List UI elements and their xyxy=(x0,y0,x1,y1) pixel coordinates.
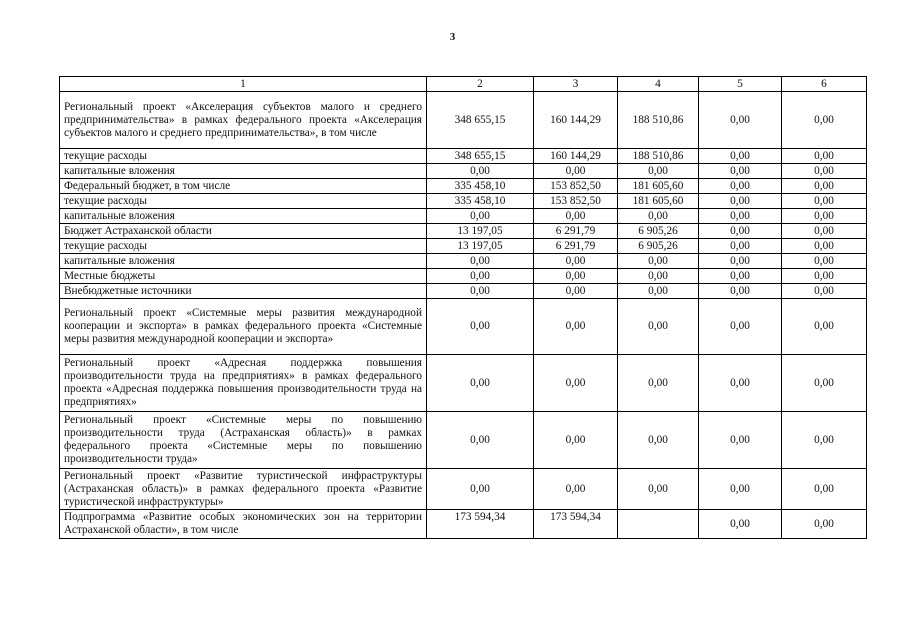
cell-col-2: 335 458,10 xyxy=(427,194,534,209)
cell-col-3: 0,00 xyxy=(534,355,618,412)
table-header-row xyxy=(60,77,867,92)
cell-col-3: 160 144,29 xyxy=(534,149,618,164)
cell-col-4: 0,00 xyxy=(618,299,699,355)
cell-col-3: 0,00 xyxy=(534,209,618,224)
table-row xyxy=(60,194,867,209)
cell-col-5: 0,00 xyxy=(699,469,782,510)
table-row xyxy=(60,179,867,194)
row-label: капитальные вложения xyxy=(60,254,427,269)
cell-col-5: 0,00 xyxy=(699,355,782,412)
cell-col-6: 0,00 xyxy=(782,194,867,209)
cell-col-6: 0,00 xyxy=(782,164,867,179)
table-row xyxy=(60,209,867,224)
cell-col-5: 0,00 xyxy=(699,412,782,469)
cell-col-5: 0,00 xyxy=(699,284,782,299)
cell-col-4: 0,00 xyxy=(618,254,699,269)
cell-col-5: 0,00 xyxy=(699,92,782,149)
cell-col-3: 173 594,34 xyxy=(534,510,618,539)
cell-col-2: 0,00 xyxy=(427,355,534,412)
column-header: 1 xyxy=(60,77,427,92)
table-row xyxy=(60,164,867,179)
table-row xyxy=(60,412,867,469)
row-label: текущие расходы xyxy=(60,239,427,254)
row-label: Региональный проект «Акселерация субъектов малого и среднего предпринимательства» в рамках федерального проекта «Акселерация субъектов малого и среднего предпринимательства», в том числе xyxy=(60,92,427,149)
cell-col-3: 0,00 xyxy=(534,284,618,299)
cell-col-4: 0,00 xyxy=(618,269,699,284)
cell-col-2: 0,00 xyxy=(427,269,534,284)
budget-table xyxy=(59,76,867,539)
row-label: текущие расходы xyxy=(60,194,427,209)
cell-col-4: 188 510,86 xyxy=(618,149,699,164)
cell-col-6: 0,00 xyxy=(782,239,867,254)
cell-col-4: 0,00 xyxy=(618,469,699,510)
table-row xyxy=(60,299,867,355)
cell-col-6: 0,00 xyxy=(782,284,867,299)
cell-col-3: 153 852,50 xyxy=(534,179,618,194)
cell-col-3: 0,00 xyxy=(534,299,618,355)
cell-col-6: 0,00 xyxy=(782,224,867,239)
cell-col-5: 0,00 xyxy=(699,194,782,209)
column-header: 6 xyxy=(782,77,867,92)
table-row xyxy=(60,269,867,284)
cell-col-6: 0,00 xyxy=(782,510,867,539)
cell-col-3: 160 144,29 xyxy=(534,92,618,149)
cell-col-2: 0,00 xyxy=(427,299,534,355)
cell-col-5: 0,00 xyxy=(699,224,782,239)
cell-col-2: 13 197,05 xyxy=(427,224,534,239)
cell-col-4: 181 605,60 xyxy=(618,179,699,194)
cell-col-5: 0,00 xyxy=(699,209,782,224)
cell-col-3: 0,00 xyxy=(534,412,618,469)
table-row xyxy=(60,355,867,412)
cell-col-5: 0,00 xyxy=(699,239,782,254)
cell-col-4: 188 510,86 xyxy=(618,92,699,149)
cell-col-4: 0,00 xyxy=(618,284,699,299)
cell-col-2: 0,00 xyxy=(427,164,534,179)
cell-col-2: 0,00 xyxy=(427,209,534,224)
cell-col-3: 153 852,50 xyxy=(534,194,618,209)
cell-col-4: 6 905,26 xyxy=(618,239,699,254)
row-label: Региональный проект «Системные меры развития международной кооперации и экспорта» в рамках федерального проекта «Системные меры развития международной кооперации и экспорта» xyxy=(60,299,427,355)
page-number: 3 xyxy=(449,31,456,43)
cell-col-2: 0,00 xyxy=(427,469,534,510)
cell-col-6: 0,00 xyxy=(782,299,867,355)
cell-col-6: 0,00 xyxy=(782,254,867,269)
cell-col-5: 0,00 xyxy=(699,299,782,355)
cell-col-6: 0,00 xyxy=(782,209,867,224)
table-row xyxy=(60,239,867,254)
cell-col-2: 173 594,34 xyxy=(427,510,534,539)
cell-col-4: 6 905,26 xyxy=(618,224,699,239)
cell-col-6: 0,00 xyxy=(782,92,867,149)
cell-col-5: 0,00 xyxy=(699,149,782,164)
cell-col-5: 0,00 xyxy=(699,179,782,194)
table-row xyxy=(60,92,867,149)
row-label: Региональный проект «Системные меры по повышению производительности труда (Астраханская область)» в рамках федерального проекта «Системные меры по повышению производительности труда» xyxy=(60,412,427,469)
cell-col-3: 0,00 xyxy=(534,469,618,510)
table-row xyxy=(60,149,867,164)
cell-col-6: 0,00 xyxy=(782,469,867,510)
cell-col-4: 0,00 xyxy=(618,164,699,179)
cell-col-2: 0,00 xyxy=(427,412,534,469)
cell-col-6: 0,00 xyxy=(782,355,867,412)
cell-col-4: 0,00 xyxy=(618,412,699,469)
cell-col-5: 0,00 xyxy=(699,269,782,284)
cell-col-2: 335 458,10 xyxy=(427,179,534,194)
cell-col-3: 0,00 xyxy=(534,164,618,179)
cell-col-3: 0,00 xyxy=(534,269,618,284)
row-label: Региональный проект «Развитие туристической инфраструктуры (Астраханская область)» в рамках федерального проекта «Развитие туристической инфраструктуры» xyxy=(60,469,427,510)
cell-col-4: 0,00 xyxy=(618,209,699,224)
cell-col-6: 0,00 xyxy=(782,149,867,164)
cell-col-2: 13 197,05 xyxy=(427,239,534,254)
cell-col-3: 6 291,79 xyxy=(534,239,618,254)
column-header: 5 xyxy=(699,77,782,92)
table-row xyxy=(60,284,867,299)
cell-col-2: 348 655,15 xyxy=(427,92,534,149)
cell-col-5: 0,00 xyxy=(699,164,782,179)
table-row xyxy=(60,224,867,239)
cell-col-4: 0,00 xyxy=(618,355,699,412)
cell-col-2: 0,00 xyxy=(427,284,534,299)
cell-col-5: 0,00 xyxy=(699,510,782,539)
row-label: Федеральный бюджет, в том числе xyxy=(60,179,427,194)
cell-col-2: 348 655,15 xyxy=(427,149,534,164)
table-row xyxy=(60,254,867,269)
cell-col-6: 0,00 xyxy=(782,412,867,469)
cell-col-5: 0,00 xyxy=(699,254,782,269)
row-label: Подпрограмма «Развитие особых экономических зон на территории Астраханской области», в том числе xyxy=(60,510,427,539)
cell-col-4 xyxy=(618,510,699,539)
column-header: 2 xyxy=(427,77,534,92)
cell-col-6: 0,00 xyxy=(782,179,867,194)
cell-col-3: 6 291,79 xyxy=(534,224,618,239)
column-header: 4 xyxy=(618,77,699,92)
row-label: капитальные вложения xyxy=(60,164,427,179)
cell-col-2: 0,00 xyxy=(427,254,534,269)
row-label: текущие расходы xyxy=(60,149,427,164)
column-header: 3 xyxy=(534,77,618,92)
row-label: Местные бюджеты xyxy=(60,269,427,284)
row-label: Бюджет Астраханской области xyxy=(60,224,427,239)
row-label: Внебюджетные источники xyxy=(60,284,427,299)
cell-col-3: 0,00 xyxy=(534,254,618,269)
cell-col-4: 181 605,60 xyxy=(618,194,699,209)
row-label: капитальные вложения xyxy=(60,209,427,224)
cell-col-6: 0,00 xyxy=(782,269,867,284)
table-row xyxy=(60,510,867,539)
table-row xyxy=(60,469,867,510)
row-label: Региональный проект «Адресная поддержка повышения производительности труда на предприятиях» в рамках федерального проекта «Адресная поддержка повышения производительности труда на предприятиях» xyxy=(60,355,427,412)
